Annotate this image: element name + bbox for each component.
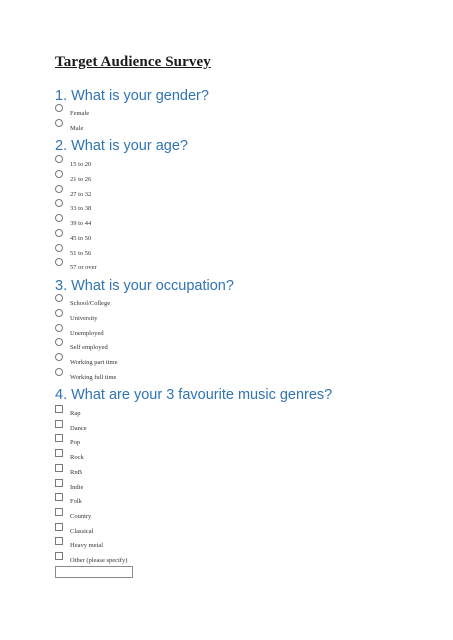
option-label: Working part time <box>70 359 118 366</box>
radio-button[interactable] <box>55 229 63 237</box>
option-label: Dance <box>70 425 87 432</box>
age-option-21-26[interactable] <box>55 176 215 190</box>
genre-option-rock[interactable] <box>55 454 215 468</box>
survey-title: Target Audience Survey <box>55 54 211 70</box>
age-option-57-over[interactable] <box>55 264 215 278</box>
other-genre-text-field[interactable] <box>55 566 133 578</box>
genre-option-rap[interactable] <box>55 410 215 424</box>
radio-button[interactable] <box>55 353 63 361</box>
checkbox[interactable] <box>55 434 63 442</box>
option-label: Unemployed <box>70 330 104 337</box>
radio-button[interactable] <box>55 368 63 376</box>
radio-button[interactable] <box>55 155 63 163</box>
option-label: 15 to 20 <box>70 161 92 168</box>
radio-button[interactable] <box>55 294 63 302</box>
option-label: Rap <box>70 410 81 417</box>
checkbox[interactable] <box>55 493 63 501</box>
option-label: 33 to 38 <box>70 205 92 212</box>
radio-button[interactable] <box>55 104 63 112</box>
occupation-option-part-time[interactable] <box>55 359 215 373</box>
age-option-33-38[interactable] <box>55 205 215 219</box>
occupation-option-full-time[interactable] <box>55 374 215 388</box>
genre-option-country[interactable] <box>55 513 215 527</box>
age-option-39-44[interactable] <box>55 220 215 234</box>
option-label: Male <box>70 125 84 132</box>
option-label: 45 to 50 <box>70 235 92 242</box>
question-3-title: 3. What is your occupation? <box>55 278 234 294</box>
checkbox[interactable] <box>55 552 63 560</box>
genre-option-rnb[interactable] <box>55 469 215 483</box>
genre-option-pop[interactable] <box>55 439 215 453</box>
question-4-title: 4. What are your 3 favourite music genres? <box>55 387 333 403</box>
option-label: Classical <box>70 528 94 535</box>
gender-option-male[interactable] <box>55 125 215 139</box>
checkbox[interactable] <box>55 420 63 428</box>
radio-button[interactable] <box>55 258 63 266</box>
question-2-title: 2. What is your age? <box>55 138 188 154</box>
checkbox[interactable] <box>55 537 63 545</box>
age-option-51-56[interactable] <box>55 250 215 264</box>
radio-button[interactable] <box>55 199 63 207</box>
radio-button[interactable] <box>55 338 63 346</box>
option-label: 51 to 56 <box>70 250 92 257</box>
option-label: Rock <box>70 454 84 461</box>
genre-option-folk[interactable] <box>55 498 215 512</box>
checkbox[interactable] <box>55 405 63 413</box>
radio-button[interactable] <box>55 244 63 252</box>
occupation-option-self-employed[interactable] <box>55 344 215 358</box>
option-label: 27 to 32 <box>70 191 92 198</box>
checkbox[interactable] <box>55 508 63 516</box>
option-label: School/College <box>70 300 111 307</box>
checkbox[interactable] <box>55 464 63 472</box>
radio-button[interactable] <box>55 119 63 127</box>
radio-button[interactable] <box>55 324 63 332</box>
option-label: Other (please specify) <box>70 557 128 564</box>
radio-button[interactable] <box>55 170 63 178</box>
option-label: Country <box>70 513 92 520</box>
genre-option-indie[interactable] <box>55 484 215 498</box>
age-option-27-32[interactable] <box>55 191 215 205</box>
option-label: Female <box>70 110 90 117</box>
checkbox[interactable] <box>55 523 63 531</box>
occupation-option-school[interactable] <box>55 300 215 314</box>
option-label: Folk <box>70 498 82 505</box>
gender-option-female[interactable] <box>55 110 215 124</box>
option-label: Indie <box>70 484 84 491</box>
genre-option-heavy-metal[interactable] <box>55 542 215 556</box>
option-label: Pop <box>70 439 81 446</box>
occupation-option-university[interactable] <box>55 315 215 329</box>
option-label: 39 to 44 <box>70 220 92 227</box>
age-option-15-20[interactable] <box>55 161 215 175</box>
genre-option-dance[interactable] <box>55 425 215 439</box>
option-label: Working full time <box>70 374 117 381</box>
genre-option-classical[interactable] <box>55 528 215 542</box>
checkbox[interactable] <box>55 479 63 487</box>
option-label: 21 to 26 <box>70 176 92 183</box>
occupation-option-unemployed[interactable] <box>55 330 215 344</box>
option-label: Self employed <box>70 344 108 351</box>
radio-button[interactable] <box>55 309 63 317</box>
option-label: University <box>70 315 98 322</box>
option-label: RnB <box>70 469 82 476</box>
question-1-title: 1. What is your gender? <box>55 88 209 104</box>
age-option-45-50[interactable] <box>55 235 215 249</box>
option-label: 57 or over <box>70 264 97 271</box>
option-label: Heavy metal <box>70 542 104 549</box>
checkbox[interactable] <box>55 449 63 457</box>
radio-button[interactable] <box>55 214 63 222</box>
radio-button[interactable] <box>55 185 63 193</box>
